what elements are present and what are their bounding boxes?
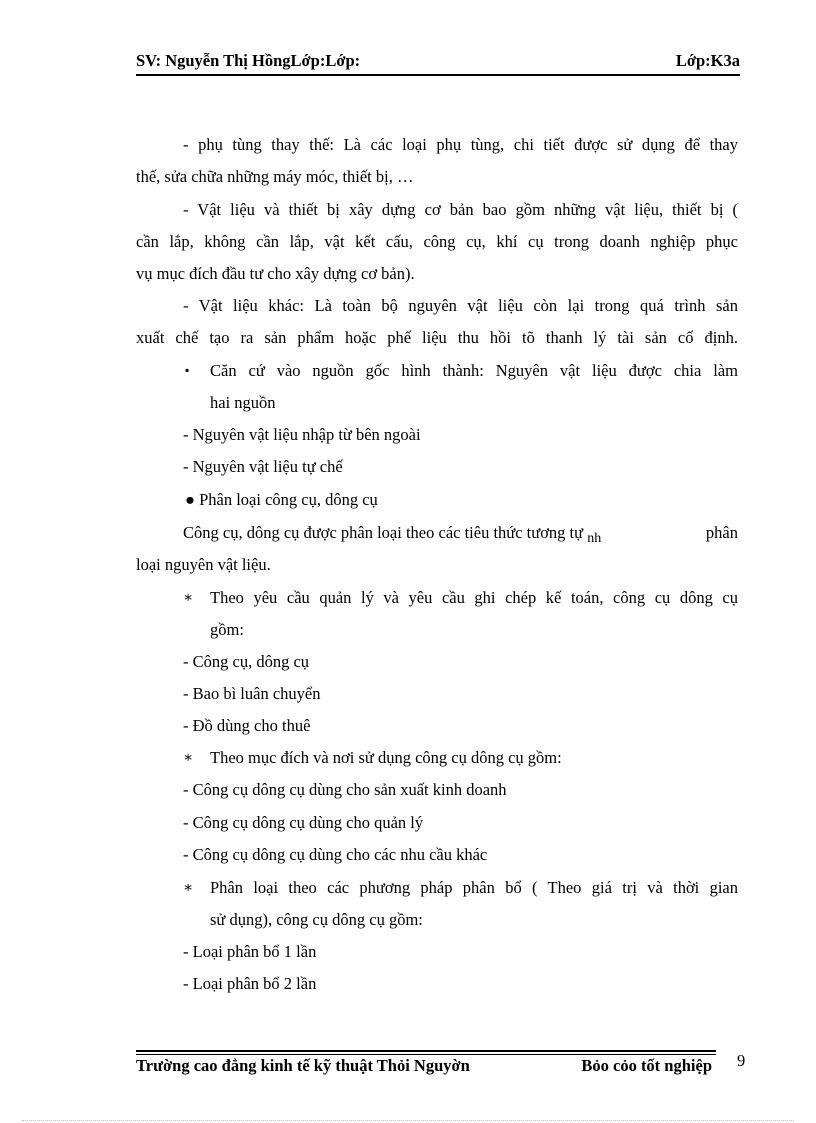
star-purpose: Theo mục đích và nơi sử dụng công cụ dông cụ gồm:: [210, 748, 562, 767]
bullet-origin-line-2: hai nguồn: [210, 393, 276, 412]
paragraph-construction-line-1: - Vật liệu và thiết bị xây dựng cơ bản bao gồm những vật liệu, thiết bị (: [183, 200, 738, 219]
list-item-allocate-twice: - Loại phân bổ 2 lần: [183, 974, 317, 993]
star-allocation-line-1: Phân loại theo các phương pháp phân bổ ( Theo giá trị và thời gian: [210, 878, 738, 897]
list-item-self-made-materials: - Nguyên vật liệu tự chế: [183, 457, 343, 476]
footer-rule: [136, 1050, 716, 1052]
bullet-origin-line-1: Căn cứ vào nguồn gốc hình thành: Nguyên vật liệu được chia làm: [210, 361, 738, 380]
list-item-production-tools: - Công cụ dông cụ dùng cho sản xuất kinh doanh: [183, 780, 507, 799]
star-accounting-line-1: Theo yêu cầu quản lý và yêu cầu ghi chép kế toán, công cụ dông cụ: [210, 588, 738, 607]
list-item-tools: - Công cụ, dông cụ: [183, 652, 310, 671]
paragraph-construction-line-3: vụ mục đích đầu tư cho xây dựng cơ bản).: [136, 264, 415, 283]
asterisk-bullet-icon: ∗: [183, 750, 194, 766]
paragraph-spare-parts-line-2: thế, sửa chữa những máy móc, thiết bị, …: [136, 167, 414, 186]
list-item-rental-items: - Đồ dùng cho thuê: [183, 716, 311, 735]
header-class: Lớp:K3a: [675, 51, 740, 70]
heading-tools-classification: ● Phân loại công cụ, dông cụ: [185, 490, 378, 509]
asterisk-bullet-icon: ∗: [183, 880, 194, 896]
header-student-info: SV: Nguyễn Thị HồngLớp:Lớp:: [136, 51, 361, 70]
star-allocation-line-2: sử dụng), công cụ dông cụ gồm:: [210, 910, 423, 929]
list-item-allocate-once: - Loại phân bổ 1 lần: [183, 942, 317, 961]
header-rule: [136, 74, 740, 76]
paragraph-other-materials-line-1: - Vật liệu khác: Là toàn bộ nguyên vật liệu còn lại trong quá trình sản: [183, 296, 738, 315]
list-item-management-tools: - Công cụ dông cụ dùng cho quản lý: [183, 813, 424, 832]
asterisk-bullet-icon: ∗: [183, 590, 194, 606]
paragraph-tools-line-2: loại nguyên vật liệu.: [136, 555, 271, 574]
star-accounting-line-2: gồm:: [210, 620, 244, 639]
page-edge-divider: [22, 1120, 794, 1121]
list-item-other-needs-tools: - Công cụ dông cụ dùng cho các nhu cầu khác: [183, 845, 488, 864]
paragraph-other-materials-line-2: xuất chế tạo ra sản phẩm hoặc phế liệu thu hồi tõ thanh lý tài sản cố định.: [136, 328, 738, 347]
footer-school-name: Trường cao đẳng kinh tế kỹ thuật Thỏi Nguyờn: [136, 1056, 470, 1075]
list-item-imported-materials: - Nguyên vật liệu nhập từ bên ngoài: [183, 425, 421, 444]
square-bullet-icon: ▪: [185, 363, 190, 377]
list-item-packaging: - Bao bì luân chuyển: [183, 684, 321, 703]
page-number: 9: [737, 1051, 746, 1070]
paragraph-construction-line-2: cần lắp, không cần lắp, vật kết cấu, công cụ, khí cụ trong doanh nghiệp phục: [136, 232, 738, 251]
footer-report-title: Bỏo cỏo tốt nghiệp: [581, 1056, 712, 1075]
paragraph-tools-line-1: Công cụ, dông cụ được phân loại theo các tiêu thức tương tự $_{nh}$ phân: [183, 523, 738, 546]
paragraph-spare-parts-line-1: - phụ tùng thay thế: Là các loại phụ tùng, chi tiết được sử dụng để thay: [183, 135, 738, 154]
